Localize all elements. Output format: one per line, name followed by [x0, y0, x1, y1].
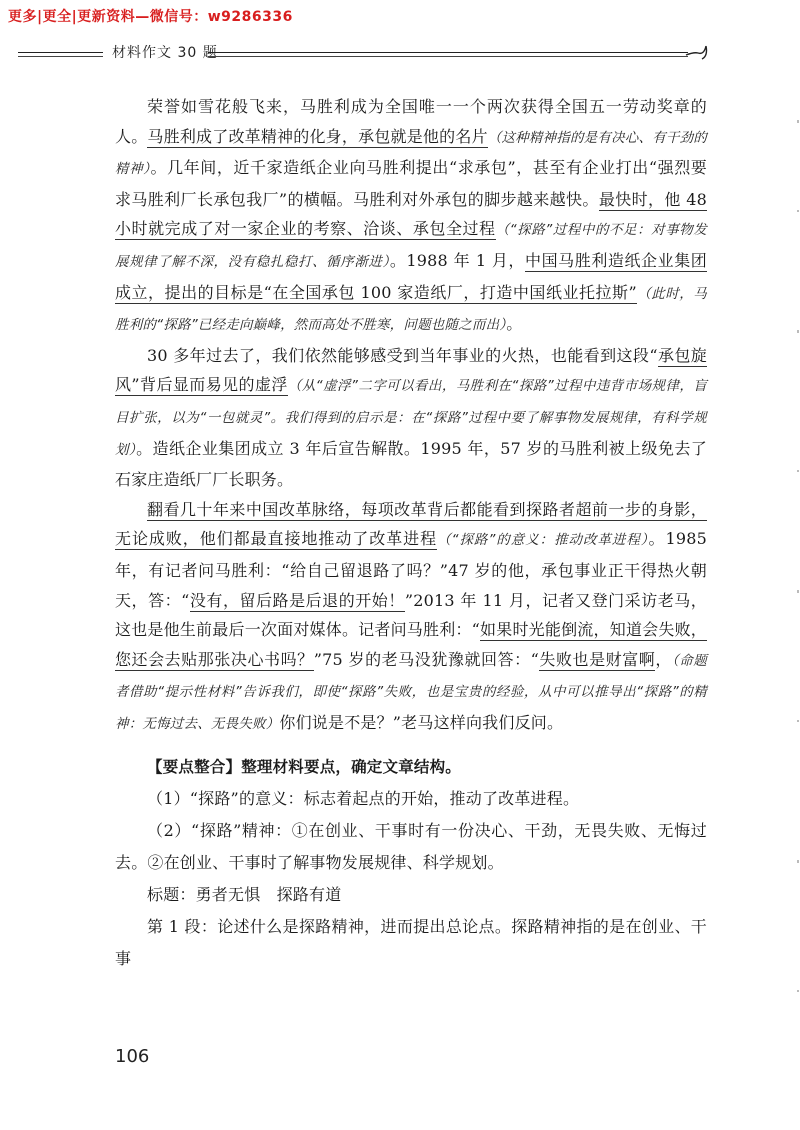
- p1-text-2: 。几年间，近千家造纸企业向马胜利提出“求承包”，甚至有企业打出“强烈要求马胜利厂长承包我厂”的横幅。马胜利对外承包的脚步越来越快。: [115, 158, 707, 209]
- watermark-banner: 更多|更全|更新资料—微信号：w9286336: [8, 9, 293, 25]
- p2-text-1: 30 多年过去了，我们依然能够感受到当年事业的火热，也能看到这段“: [147, 345, 658, 365]
- key-points-label: 【要点整合】: [147, 758, 242, 777]
- running-header: [0, 40, 800, 64]
- header-rule-left: [18, 52, 103, 53]
- header-flourish-icon: [684, 40, 714, 62]
- p3-text-4: ，: [655, 649, 672, 669]
- p3-annotation-1: （“探路”的意义：推动改革进程）: [437, 532, 649, 549]
- page-number: 106: [115, 1046, 150, 1067]
- header-rule-right: [208, 52, 688, 53]
- paragraph-2: [115, 341, 707, 495]
- p3-underline-2: 没有，留后路是后退的开始！: [189, 590, 405, 610]
- p1-underline-1: 马胜利成了改革精神的化身，承包就是他的名片: [147, 126, 488, 146]
- essay-paragraph-1-plan: 第 1 段：论述什么是探路精神，进而提出总论点。探路精神指的是在创业、干事: [115, 917, 707, 969]
- paragraph-1: [115, 92, 707, 341]
- page-body: [115, 92, 707, 975]
- p1-text-4: 。: [506, 314, 523, 334]
- key-points-heading: [115, 751, 707, 783]
- paragraph-3: [115, 495, 707, 740]
- key-points-subtitle: 整理材料要点，确定文章结构。: [241, 758, 462, 777]
- key-point-1: （1）“探路”的意义：标志着起点的开始，推动了改革进程。: [147, 789, 580, 809]
- p1-underline-3: 中国马胜利造纸企业集团成立，提出的目标是“在全国承包 100 家造纸厂，打造中国纸业托拉斯”: [115, 250, 707, 302]
- p1-underline-2: 最快时，他 48 小时就完成了对一家企业的考察、洽谈、承包全过程: [115, 189, 708, 239]
- p3-text-1: 。1985 年，有记者问马胜利：“给自己留退路了吗？”47 岁的他，承包事业正干得热火朝天，答：“: [115, 529, 707, 610]
- scan-edge-marks: [794, 0, 800, 1130]
- p3-underline-1: 翻看几十年来中国改革脉络，每项改革背后都能看到探路者超前一步的身影，无论成败，他们都最直接地推动了改革进程: [115, 499, 707, 549]
- essay-title-line: 标题：勇者无惧 探路有道: [147, 885, 342, 905]
- p1-annotation-3: （此时，马胜利的“探路”已经走向巅峰，然而高处不胜寒，问题也随之而出）: [115, 285, 707, 334]
- p3-text-5: 你们说是不是？”老马这样向我们反问。: [279, 712, 564, 732]
- p3-text-2: ”2013 年 11 月，记者又登门采访老马，这也是他生前最后一次面对媒体。记者问马胜利：“: [115, 590, 707, 640]
- p1-text-1: 荣誉如雪花般飞来，马胜利成为全国唯一一个两次获得全国五一劳动奖章的人。: [115, 97, 707, 146]
- p2-annotation-1: （从“虚浮”二字可以看出，马胜利在“探路”过程中违背市场规律，盲目扩张，以为“一包就灵”。我们得到的启示是：在“探路”过程中要了解事物发展规律，有科学规划）: [115, 378, 708, 458]
- p3-underline-3: 如果时光能倒流，知道会失败，您还会去贴那张决心书吗？: [115, 620, 707, 669]
- p1-text-3: 。1988 年 1 月，: [389, 250, 526, 270]
- p1-annotation-2: （“探路”过程中的不足：对事物发展规律了解不深，没有稳扎稳打、循序渐进）: [115, 222, 707, 270]
- header-title: 材料作文 30 题: [112, 45, 218, 61]
- key-points-section: [115, 751, 707, 975]
- p3-annotation-2: （命题者借助“提示性材料”告诉我们，即使“探路”失败，也是宝贵的经验，从中可以推导出“探路”的精神：无悔过去、无畏失败）: [115, 652, 707, 732]
- p1-annotation-1: （这种精神指的是有决心、有干劲的精神）: [115, 129, 708, 178]
- p3-text-3: ”75 岁的老马没犹豫就回答：“: [313, 649, 540, 669]
- header-rule-left-thin: [18, 56, 103, 57]
- p3-underline-4: 失败也是财富啊: [539, 649, 656, 669]
- p2-text-2: 。造纸企业集团成立 3 年后宣告解散。1995 年，57 岁的马胜利被上级免去了石家庄造纸厂厂长职务。: [115, 438, 707, 490]
- p2-underline-1: 承包旋风”背后显而易见的虚浮: [115, 345, 707, 395]
- header-rule-right-thin: [208, 56, 688, 57]
- key-point-2: （2）“探路”精神：①在创业、干事时有一份决心、干劲，无畏失败、无悔过去。②在创业、干事时了解事物发展规律、科学规划。: [115, 821, 707, 873]
